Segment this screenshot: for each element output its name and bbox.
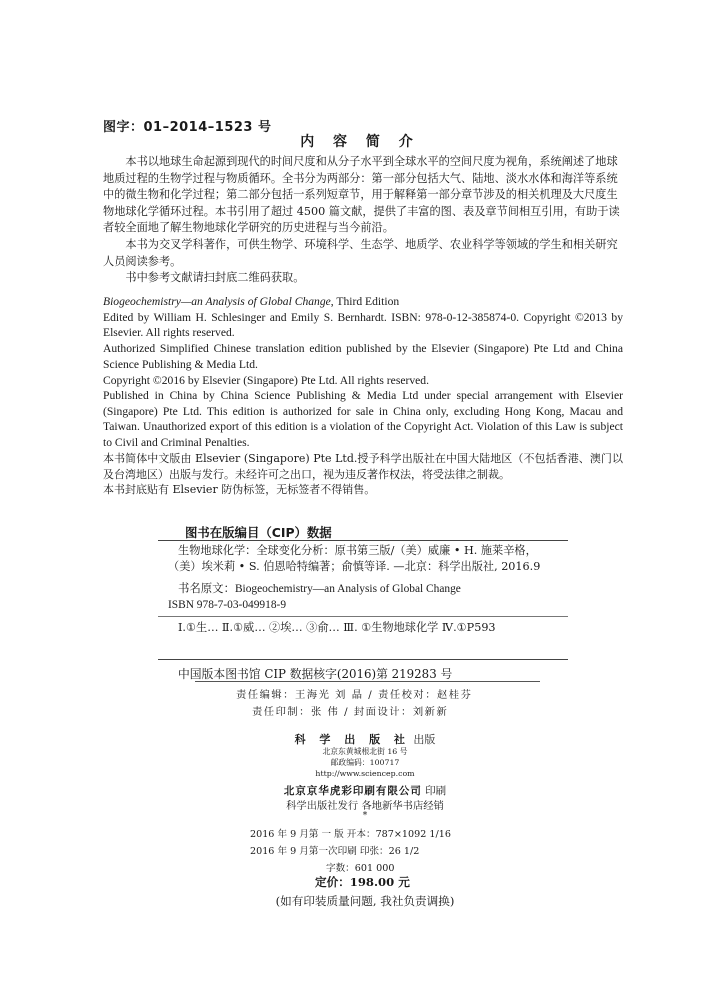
authorized-line: Authorized Simplified Chinese translation edition published by the Elsevier (Singapore) Pte Ltd and China Science Publishing & Media Ltd.	[103, 342, 623, 371]
copyright-block	[103, 294, 623, 388]
summary-paragraph-3: 书中参考文献请扫封底二维码获取。	[125, 271, 305, 284]
word-count: 字数：601 000	[326, 863, 395, 874]
license-block	[103, 388, 623, 498]
printer-suffix: 印刷	[421, 785, 447, 797]
cip-heading: 图书在版编目（CIP）数据	[185, 525, 332, 540]
original-title: Biogeochemistry—an Analysis of Global Change	[103, 295, 331, 308]
printer-name: 北京京华虎彩印刷有限公司	[283, 785, 422, 797]
copyright-2016-line: Copyright ©2016 by Elsevier (Singapore) Pte Ltd. All rights reserved.	[103, 373, 429, 387]
distribution-line: 科学出版社发行 各地新华书店经销	[286, 800, 444, 812]
production-credits: 责任印制：张 伟 / 封面设计：刘新新	[252, 706, 449, 718]
chinese-edition-statement: 本书简体中文版由 Elsevier (Singapore) Pte Ltd.授予科学出版社在中国大陆地区（不包括香港、澳门以及台湾地区）出版与发行。未经许可之出口，视为违反著作权法，将受法律之制裁。	[103, 451, 623, 481]
publisher-name: 科 学 出 版 社	[294, 733, 410, 746]
cip-line-1: 生物地球化学：全球变化分析：原书第三版/（美）威廉 • H. 施莱辛格，	[178, 544, 537, 557]
printer-line	[160, 779, 570, 798]
publisher-line	[160, 728, 570, 747]
price: 定价：198.00 元	[315, 875, 410, 889]
cip-line-3: 书名原文：Biogeochemistry—an Analysis of Global Change	[178, 583, 461, 595]
edition-line: 2016 年 9 月第 一 版 开本：787×1092 1/16	[250, 829, 451, 840]
cip-data-box	[158, 540, 568, 660]
permit-number: 图字：01–2014–1523 号	[103, 120, 272, 135]
section-divider	[195, 681, 540, 682]
original-title-line	[103, 294, 623, 310]
editor-credits: 责任编辑：王海光 刘 晶 / 责任校对：赵桂芬	[236, 689, 473, 701]
cip-record-number: 中国版本图书馆 CIP 数据核字(2016)第 219283 号	[178, 667, 453, 681]
summary-paragraph-2: 本书为交叉学科著作，可供生物学、环境科学、生态学、地质学、农业科学等领域的学生和相关研究人员阅读参考。	[103, 238, 618, 268]
summary-paragraph-1: 本书以地球生命起源到现代的时间尺度和从分子水平到全球水平的空间尺度为视角，系统阐述了地球地质过程的生物学过程与物质循环。全书分为两部分：第一部分包括大气、陆地、淡水水体和海洋等系统中的微生物和化学过程；第二部分包括一系列短章节，用于解释第一部分章节涉及的相关机理及大尺度生物地球化学循环过程。本书引用了超过 4500 篇文献，提供了丰富的图、表及章节间相互引用，有助于读者较全面地了解生物地球化学研究的历史进程与当今前沿。	[103, 155, 620, 235]
edited-by-line: Edited by William H. Schlesinger and Emily S. Bernhardt. ISBN: 978-0-12-385874-0. Copyright ©2013 by Elsevier. All rights reserved.	[103, 310, 623, 340]
cip-classification: Ⅰ.①生… Ⅱ.①威… ②埃… ③俞… Ⅲ. ①生物地球化学 Ⅳ.①P593	[178, 621, 496, 634]
cip-divider	[158, 616, 568, 617]
publisher-address: 北京东黄城根北街 16 号	[322, 747, 408, 756]
quality-notice: (如有印装质量问题, 我社负责调换)	[275, 894, 455, 908]
published-in-china-statement: Published in China by China Science Publishing & Media Ltd under special arrangement with Elsevier (Singapore) Pte Ltd. This edition is authorized for sale in China only, excluding Hong Kong, Macau and Taiwan. Unauthorized export of this edition is a violation of the Copyright Act. Violation of this Law is subject to Civil and Criminal Penalties.	[103, 389, 623, 450]
original-edition: , Third Edition	[330, 295, 400, 308]
content-summary-title: 内 容 简 介	[300, 134, 420, 150]
publisher-url: http://www.sciencep.com	[315, 769, 415, 778]
cip-line-2: （美）埃米莉 • S. 伯恩哈特编著；俞慎等译. —北京：科学出版社, 2016.9	[168, 560, 541, 573]
publisher-postcode: 邮政编码：100717	[330, 758, 400, 767]
cip-isbn: ISBN 978-7-03-049918-9	[168, 599, 287, 611]
publisher-suffix: 出版	[409, 733, 436, 746]
anti-counterfeit-statement: 本书封底贴有 Elsevier 防伪标签，无标签者不得销售。	[103, 483, 376, 497]
separator-star: *	[362, 811, 368, 821]
printing-line: 2016 年 9 月第一次印刷 印张：26 1/2	[250, 846, 420, 857]
